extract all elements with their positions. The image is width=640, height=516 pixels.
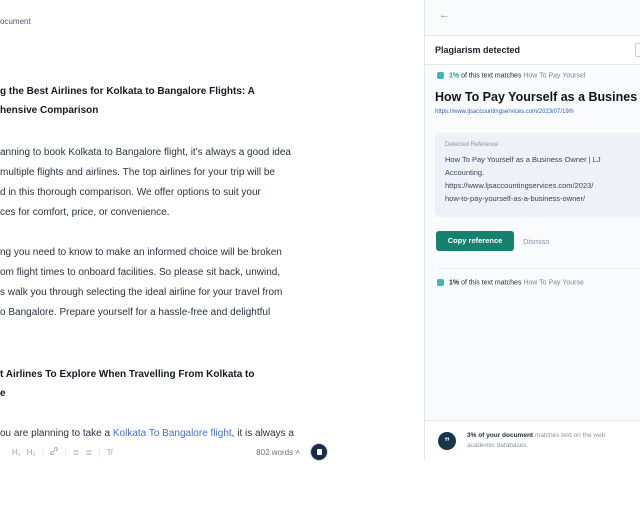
paragraph-1: anning to book Kolkata to Bangalore flight, it's always a good idea multiple flights and airlines. The top airlines for your trip will be d in this thorough comparison. We offer options to suit your ces for comfort, price, or convenience. [0, 147, 291, 218]
assistant-button[interactable] [310, 443, 328, 461]
dismiss-button[interactable]: Dismiss [523, 237, 550, 246]
panel-title: Plagiarism detected [435, 45, 521, 55]
footer-text: matches text on the web [533, 432, 606, 439]
heading1-button[interactable]: H₁ [12, 448, 21, 457]
plagiarism-panel [424, 0, 640, 460]
paragraph-2: ng you need to know to make an informed choice will be broken om flight times to onboard facilities. So please sit back, unwind, s walk you through selecting the ideal airline for your travel from o Bangalore. Prepare yourself for a hassle-free and delightful [0, 247, 283, 318]
match-source: How To Pay Yourse [523, 279, 584, 287]
match-text: of this text matches [459, 72, 524, 80]
toolbar-divider: | [41, 448, 44, 457]
source-url[interactable]: https://www.ljsaccountingservices.com/2023/07/19/h [435, 109, 574, 115]
toolbar-divider: | [64, 448, 67, 457]
heading2-button[interactable]: H₂ [26, 448, 36, 457]
copy-reference-button[interactable]: Copy reference [436, 231, 514, 251]
footer-summary [467, 431, 640, 451]
collapse-icon[interactable] [635, 43, 640, 57]
footer-bold: 3% of your document [467, 432, 534, 439]
word-count-value: 802 words [256, 448, 294, 457]
word-count-caret: ˄ [295, 448, 300, 457]
paragraph-3-end: , it is always a [231, 428, 294, 439]
document-title: g the Best Airlines for Kolkata to Bangalore Flights: A hensive Comparison [0, 86, 255, 116]
source-title: How To Pay Yourself as a Busines [435, 90, 638, 104]
back-arrow-icon[interactable]: ← [439, 9, 450, 21]
reference-label: Detected Reference [445, 142, 499, 148]
match-percent: 1% [449, 279, 460, 287]
flight-link[interactable]: Kolkata To Bangalore flight [112, 428, 232, 439]
reference-box [435, 133, 640, 217]
panel-header [425, 35, 640, 65]
section-heading: t Airlines To Explore When Travelling From Kolkata to e [0, 369, 255, 399]
quote-icon [437, 72, 444, 79]
quote-badge-icon: ” [438, 432, 456, 450]
panel-footer [425, 420, 640, 460]
word-count[interactable] [256, 448, 300, 457]
format-toolbar [0, 440, 340, 462]
match-text: of this text matches [459, 279, 524, 287]
breadcrumb[interactable]: ocument [0, 17, 31, 26]
toolbar-divider: | [98, 448, 101, 457]
match-summary-1[interactable] [437, 72, 585, 79]
clear-format-button[interactable]: T̸ [106, 448, 112, 457]
match-source: How To Pay Yoursel [523, 72, 586, 80]
document-editor[interactable] [0, 0, 345, 462]
quote-icon [437, 279, 444, 286]
link-icon[interactable] [50, 448, 58, 457]
footer-text-2: academic databases. [467, 442, 529, 449]
match-summary-2[interactable] [437, 268, 640, 286]
paragraph-3-start: ou are planning to take a [0, 428, 113, 439]
bullet-list-button[interactable]: ≣ [85, 448, 93, 457]
ordered-list-button[interactable]: ≣ [72, 448, 80, 457]
match-percent: 1% [449, 72, 460, 80]
reference-text: How To Pay Yourself as a Business Owner | LJ Accounting. https://www.ljsaccountingservices.com/2023/ how-to-pay-yourself-as-a-business-owner/ [445, 155, 601, 203]
